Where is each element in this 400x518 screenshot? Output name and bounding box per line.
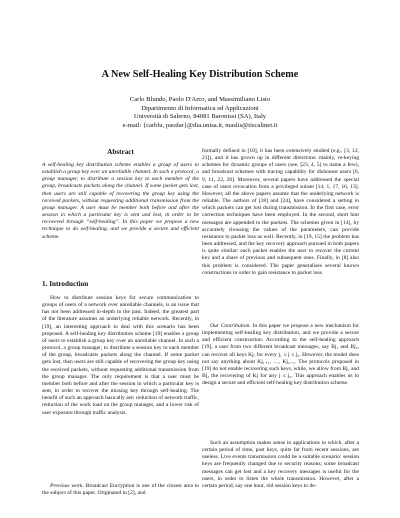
contribution-text: In this paper we propose a new mechanism for implementing self-healing key distribution, and we provide a secure and efficient construction. According to the self-healing approach [19], a user from two different broadcast messages, say Bj₁ and Bj₂, can recover all keys Kj, for every j₁ ≤ j ≤ j₂. However, the model does not say anything about Kj₁₊₁, …, Kj₂₋₁. The protocols proposed in [19] do not enable recovering such keys, while, we allow from Bj₁ and Bj₂ the recovering of Kj for any j ≤ j₂. This approach enables us to design a secure and efficient self-healing key distribution scheme.	[202, 323, 359, 387]
introduction-heading: 1. Introduction	[42, 280, 89, 288]
previous-work-lead: Previous work.	[50, 483, 84, 489]
author-emails: e-mail: {carblu, paodar}@dia.unisa.it, maslis@tiscalinet.it	[122, 121, 278, 129]
abstract-heading: Abstract	[107, 148, 134, 156]
author-block	[0, 96, 400, 130]
assumption-paragraph: Such an assumption makes sense in applications in which, after a certain period of time, past keys, quite far from recent sessions, are useless. Live events transmission could be a suitable scenario: session keys are frequently changed due to security reasons; some broadcast messages can get lost and a key recovery messages is useful for the users, in order to listen the whole transmission. However, after a certain period, say one hour, old session keys to de-	[202, 440, 359, 489]
affiliation-university: Università di Salerno, 84081 Baronissi (SA), Italy	[133, 113, 267, 121]
affiliation-department: Dipartimento di Informatica ed Applicazioni	[141, 104, 259, 112]
contribution-paragraph	[202, 323, 359, 387]
previous-work-text: Broadcast Encryption is one of the closest area to the subject of this paper. Originated in [2], and	[42, 483, 199, 497]
previous-work-paragraph	[42, 483, 199, 497]
related-work-paragraph: formally defined in [10], it has been extensively studied (e.g., [3, 12, 21]), and it has grown up in different directions: mainly, re-keying schemes for dynamic groups of users (see, [23, 4, 5] to name a few), and broadcast schemes with tracing capability for dishonest users [6, 9, 11, 22, 20]. Moreover, several papers have addressed the special case of users revocation from a privileged subset [14, 1, 17, 16, 13]. However, all the above papers assume that the underlying network is reliable. The authors of [18] and [24], have considered a setting in which packets can get lost during transmission. In the first case, error correction techniques have been employed. In the second, short hint messages are appended to the packets. The schemes given in [14], by accurately choosing the values of the parameters, can provide resistance to packet loss as well. Recently, in [19, 15] the problem has been addressed, and the key recovery approach pursued in both papers is quite similar: each packet enables the user to recover the current key and a share of previous and subsequent ones. Finally, in [8] also this problem is considered. The paper generalises several known constructions in order to gain resistance to packet loss.	[202, 148, 359, 276]
author-names: Carlo Blundo, Paolo D'Arco, and Massimiliano Listo	[129, 96, 271, 103]
abstract-text: A self-healing key distribution scheme enables a group of users to establish a group key over an unreliable channel. In such a protocol, a group manager, to distribute a session key to each member of the group, broadcasts packets along the channel. If some packet gets lost, then users are still capable of recovering the group key using the received packets, without requesting additional transmission from the group manager. A user must be member both before and after the session in which a particular key is sent and lost, in order to be recovered through “self-healing”. In this paper we propose a new technique to do self-healing, and we provide a secure and efficient scheme.	[42, 162, 199, 240]
introduction-paragraph: How to distribute session keys for secure communication to groups of users of a network over unreliable channels, is an issue that has not been addressed in-depth in the past. Indeed, the greatest part of the literature assumes an underlying reliable network. Recently, in [19], an interesting approach to deal with this scenario has been proposed. A self-healing key distribution scheme [19] enables a group of users to establish a group key over an unreliable channel. In such a protocol, a group manager, to distribute a session key to each member of the group, broadcasts packets along the channel. If some packet gets lost, then users are still capable of recovering the group key using the received packets, without requesting additional transmission from the group manager. The only requirement is that a user must be member both before and after the session in which a particular key is sent, in order to recover the missing key through self-healing. The benefit of such an approach basically are: reduction of network traffic, reduction of the work load on the group manager, and a lower risk of user exposure through traffic analysis.	[42, 295, 199, 416]
contribution-lead: Our Contribution.	[210, 323, 251, 329]
paper-title: A New Self-Healing Key Distribution Scheme	[101, 69, 299, 80]
